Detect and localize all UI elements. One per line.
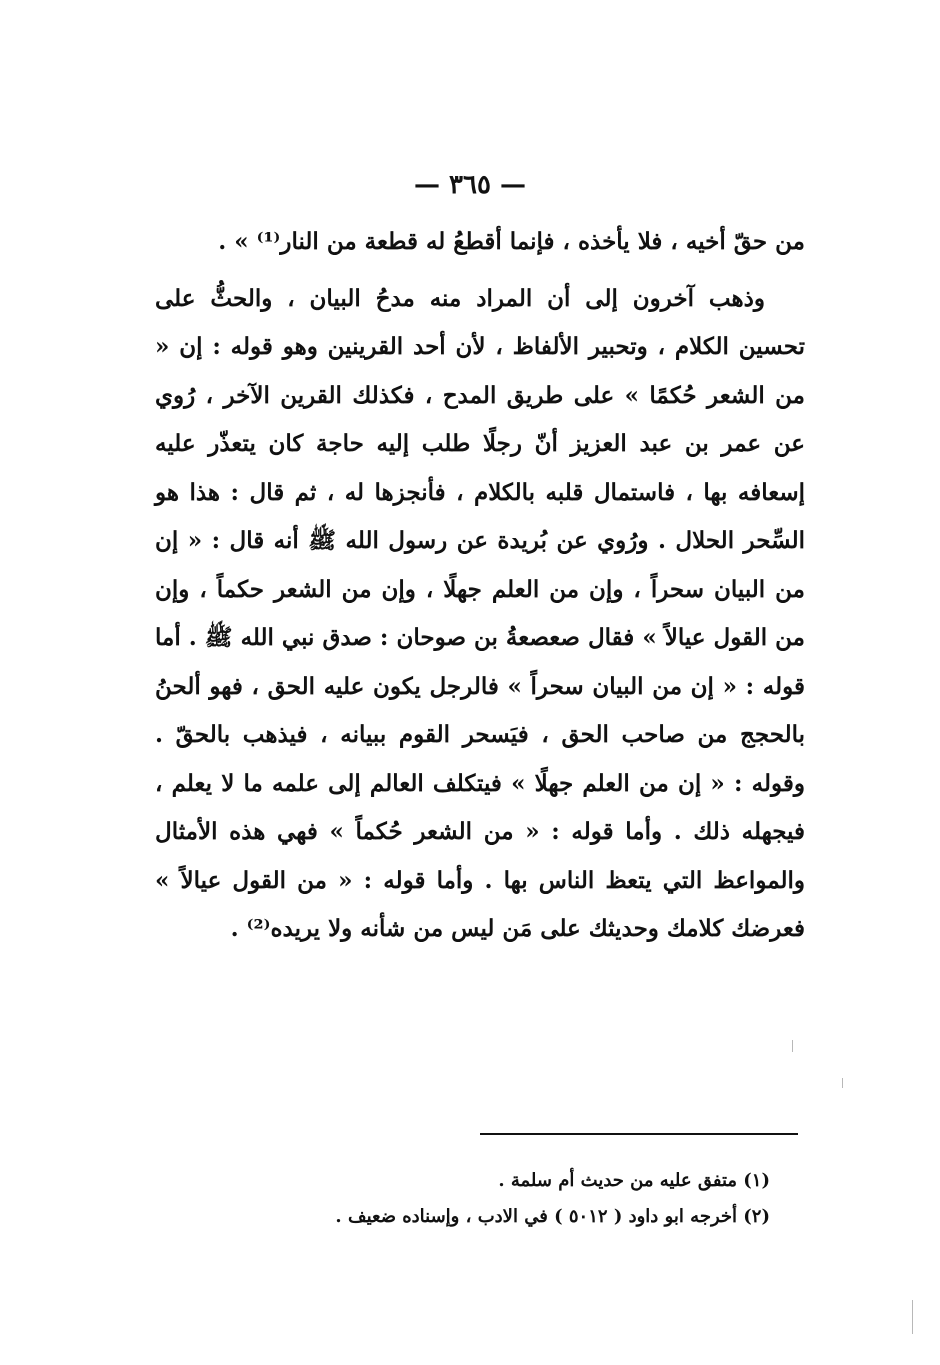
scan-speck — [842, 1078, 843, 1088]
paragraph-continuation: من حقّ أخيه ، فلا يأخذه ، فإنما أقطعُ له قطعة من النار⁽¹⁾ » . — [218, 228, 805, 255]
paragraph-main: وذهب آخرون إلى أن المراد منه مدحُ البيان ، والحثُّ على تحسين الكلام ، وتحبير الألفاظ ، لأن أحد القرينين وهو قوله : إن « من الشعر حُكمًا » على طريق المدح ، فكذلك القرين الآخر ، رُوي عن عمر بن عبد العزيز أنّ رجلًا طلب إليه حاجة كان يتعذّر عليه إسعافه بها ، فاستمال قلبه بالكلام ، فأنجزها له ، ثم قال : هذا هو السِّحر الحلال . ورُوي عن بُريدة عن رسول الله ﷺ أنه قال : « إن من البيان سحراً ، وإن من العلم جهلًا ، وإن من الشعر حكماً ، وإن من القول عيالاً » فقال صعصعةُ بن صوحان : صدق نبي الله ﷺ . أما قوله : « إن من البيان سحراً » فالرجل يكون عليه الحق ، فهو ألحنُ بالحجج من صاحب الحق ، فيَسحر القوم ببيانه ، فيذهب بالحقّ . وقوله : « إن من العلم جهلًا » فيتكلف العالم إلى علمه ما لا يعلم ، فيجهله ذلك . وأما قوله : « من الشعر حُكماً » فهي هذه الأمثال والمواعظ التي يتعظ الناس بها . وأما قوله : « من القول عيالاً » فعرضك كلامك وحديثك على مَن ليس من شأنه ولا يريده⁽²⁾ . — [155, 284, 805, 942]
footnote-1: (١) متفق عليه من حديث أم سلمة . — [498, 1170, 770, 1191]
footnote-2: (٢) أخرجه ابو داود ( ٥٠١٢ ) في الادب ، وإسناده ضعيف . — [335, 1206, 770, 1227]
body-text — [155, 218, 805, 954]
footnotes — [200, 1163, 770, 1235]
footnote-divider — [480, 1133, 798, 1135]
scan-speck — [792, 1040, 793, 1052]
page-number: — ٣٦٥ — — [413, 170, 527, 200]
scan-speck — [912, 1300, 913, 1334]
